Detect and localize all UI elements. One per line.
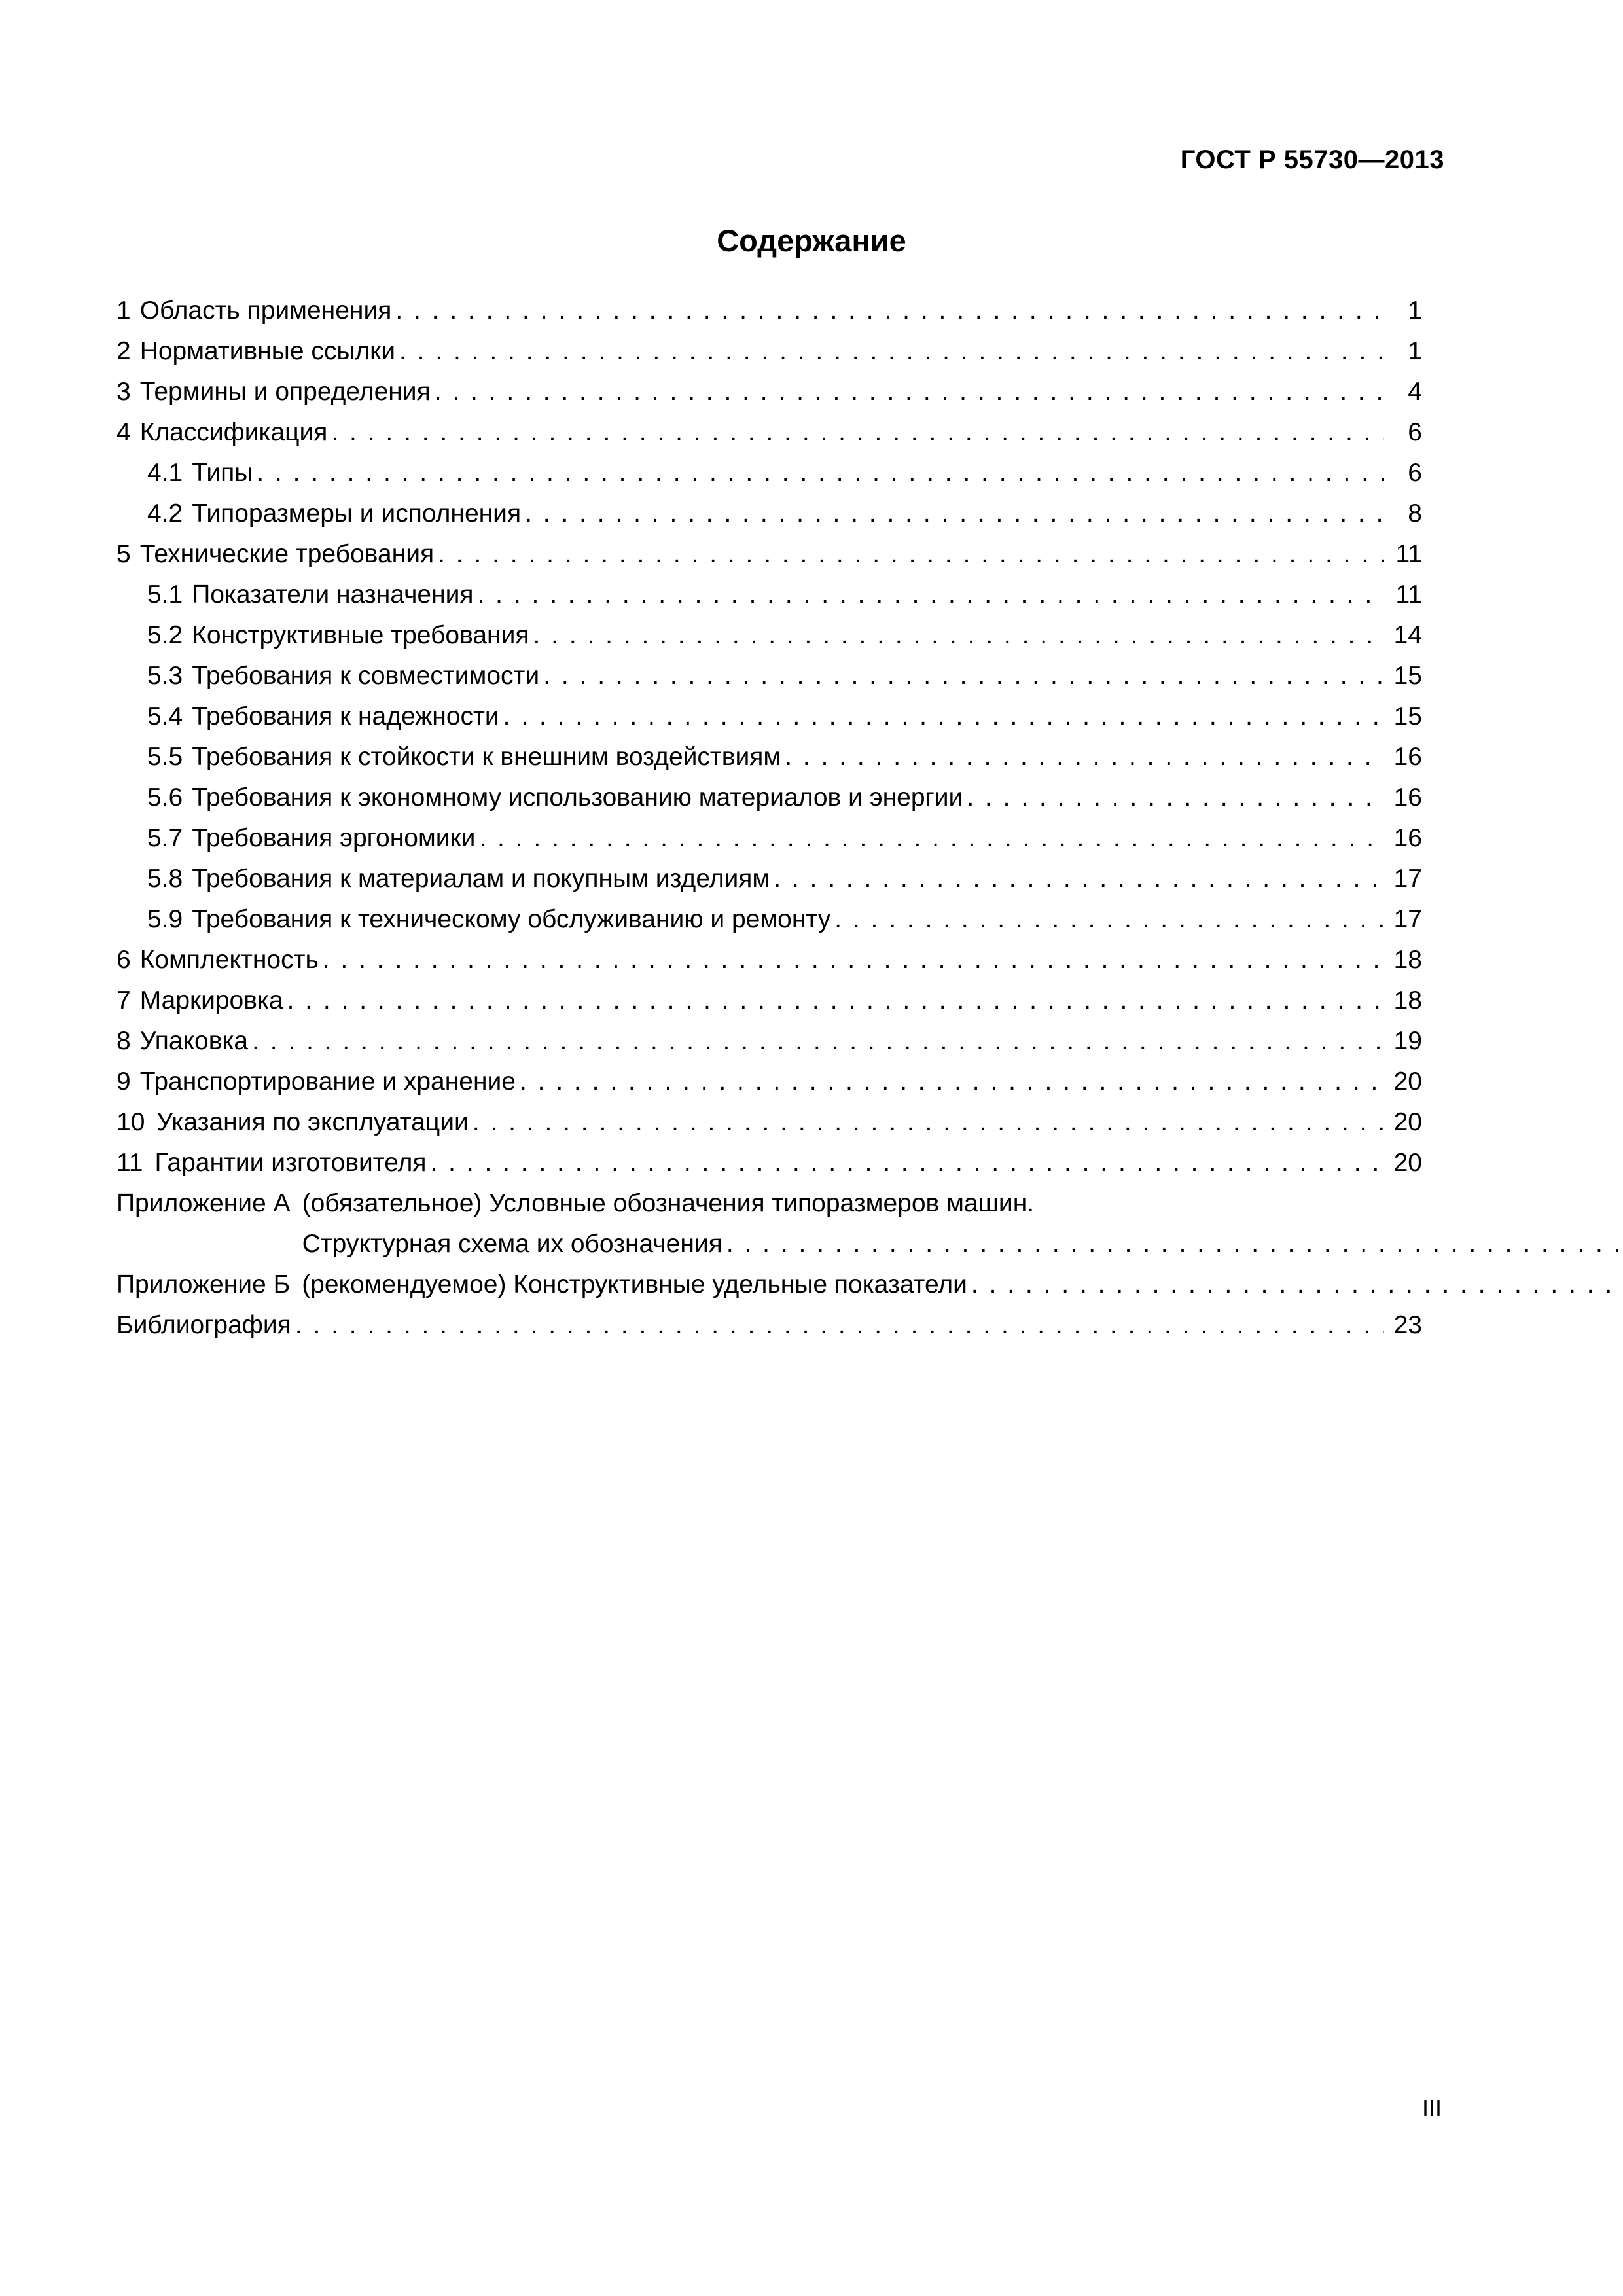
toc-appendix-a[interactable]	[116, 1183, 1422, 1265]
dot-leader	[520, 1062, 1384, 1102]
page-title: Содержание	[717, 223, 906, 258]
toc-subentry[interactable]	[116, 737, 1422, 778]
toc-entry-page: 14	[1393, 621, 1422, 649]
appendix-head: Приложение Б	[116, 1270, 291, 1299]
dot-leader	[503, 696, 1384, 737]
toc-entry-page: 1	[1408, 296, 1422, 325]
toc-entry-number: 8	[116, 1027, 131, 1055]
toc-entry-page: 17	[1393, 905, 1422, 933]
page-number: III	[1421, 2094, 1442, 2121]
toc-entry-label: Конструктивные требования	[192, 621, 529, 649]
toc-entry-label: Упаковка	[139, 1027, 249, 1055]
toc-entry-page: 20	[1393, 1067, 1422, 1096]
toc-entry-number: 5.9	[147, 905, 183, 933]
dot-leader	[834, 899, 1384, 940]
toc-entry-label: Требования к материалам и покупным изделиям	[192, 865, 770, 893]
toc-entry-number: 10	[116, 1108, 145, 1136]
dot-leader	[479, 818, 1384, 859]
toc-entry-label: Гарантии изготовителя	[154, 1149, 427, 1177]
toc-entry[interactable]	[116, 1143, 1422, 1183]
toc-entry-page: 6	[1408, 459, 1422, 487]
toc-entry-page: 15	[1393, 662, 1422, 690]
toc-entry-number: 4.1	[147, 459, 183, 487]
dot-leader	[543, 656, 1384, 696]
toc-entry[interactable]	[116, 412, 1422, 453]
dot-leader	[533, 615, 1384, 656]
toc-entry-number: 5.5	[147, 743, 183, 771]
toc-entry[interactable]	[116, 372, 1422, 412]
toc-entry[interactable]	[116, 1021, 1422, 1062]
toc-entry[interactable]	[116, 534, 1422, 575]
dot-leader	[435, 372, 1384, 412]
toc-entry-page: 15	[1393, 702, 1422, 730]
toc-entry-page: 4	[1408, 378, 1422, 406]
toc-entry-number: 5.1	[147, 581, 183, 609]
dot-leader	[785, 737, 1384, 778]
toc-entry-label: Требования к техническому обслуживанию и ремонту	[192, 905, 831, 933]
toc-subentry[interactable]	[116, 859, 1422, 899]
toc-subentry[interactable]	[116, 778, 1422, 818]
toc-entry-label: Термины и определения	[139, 378, 431, 406]
appendix-title: (рекомендуемое) Конструктивные удельные показатели	[302, 1270, 967, 1299]
toc-entry-label: Маркировка	[139, 986, 283, 1014]
toc-entry-page: 1	[1408, 337, 1422, 365]
toc-entry-label: Комплектность	[139, 946, 319, 974]
appendix-title-line1: (обязательное) Условные обозначения типоразмеров машин.	[302, 1189, 1035, 1217]
toc-entry-number: 4.2	[147, 499, 183, 528]
toc-entry-label: Библиография	[116, 1311, 291, 1339]
toc-entry-page: 11	[1395, 540, 1422, 568]
toc-entry-page: 17	[1393, 865, 1422, 893]
toc-entry-label: Типы	[192, 459, 253, 487]
toc-entry-number: 9	[116, 1067, 131, 1096]
toc-entry-number: 5	[116, 540, 131, 568]
table-of-contents	[116, 291, 1422, 1346]
toc-subentry[interactable]	[116, 656, 1422, 696]
toc-entry-number: 4	[116, 418, 131, 446]
dot-leader	[323, 940, 1384, 980]
dot-leader	[478, 575, 1384, 615]
toc-entry-number: 5.4	[147, 702, 183, 730]
dot-leader	[430, 1143, 1384, 1183]
toc-entry-page: 18	[1393, 986, 1422, 1014]
toc-entry-page: 8	[1408, 499, 1422, 528]
toc-entry-label: Требования к надежности	[192, 702, 499, 730]
dot-leader	[726, 1224, 1623, 1265]
dot-leader	[295, 1305, 1384, 1346]
toc-entry-page: 16	[1393, 783, 1422, 812]
dot-leader	[473, 1102, 1384, 1143]
appendix-title-line2: Структурная схема их обозначения	[302, 1230, 722, 1258]
dot-leader	[525, 493, 1384, 534]
toc-entry[interactable]	[116, 291, 1422, 331]
toc-entry-page: 6	[1408, 418, 1422, 446]
dot-leader	[399, 331, 1384, 372]
toc-entry-number: 5.3	[147, 662, 183, 690]
toc-entry-label: Классификация	[139, 418, 328, 446]
toc-entry-label: Требования эргономики	[192, 824, 476, 852]
toc-entry-number: 2	[116, 337, 131, 365]
toc-entry-label: Область применения	[139, 296, 392, 325]
dot-leader	[774, 859, 1384, 899]
toc-entry-page: 20	[1393, 1149, 1422, 1177]
toc-entry-label: Транспортирование и хранение	[139, 1067, 516, 1096]
toc-subentry[interactable]	[116, 696, 1422, 737]
document-code: ГОСТ Р 55730—2013	[1180, 145, 1444, 174]
toc-entry-number: 5.2	[147, 621, 183, 649]
toc-entry-number: 6	[116, 946, 131, 974]
toc-entry-page: 23	[1393, 1311, 1422, 1339]
toc-subentry[interactable]	[116, 818, 1422, 859]
toc-entry-number: 1	[116, 296, 131, 325]
dot-leader	[971, 1265, 1623, 1305]
toc-entry-label: Нормативные ссылки	[139, 337, 395, 365]
toc-entry-label: Показатели назначения	[192, 581, 474, 609]
dot-leader	[967, 778, 1384, 818]
dot-leader	[395, 291, 1384, 331]
toc-entry-page: 20	[1393, 1108, 1422, 1136]
toc-entry-label: Требования к экономному использованию материалов и энергии	[192, 783, 963, 812]
appendix-head: Приложение А	[116, 1189, 291, 1217]
toc-entry[interactable]	[116, 980, 1422, 1021]
toc-entry-number: 11	[116, 1149, 143, 1177]
toc-subentry[interactable]	[116, 493, 1422, 534]
toc-bibliography[interactable]	[116, 1305, 1422, 1346]
toc-entry-number: 5.6	[147, 783, 183, 812]
dot-leader	[331, 412, 1384, 453]
toc-entry-page: 16	[1393, 743, 1422, 771]
toc-entry-page: 18	[1393, 946, 1422, 974]
toc-entry[interactable]	[116, 331, 1422, 372]
toc-entry-page: 16	[1393, 824, 1422, 852]
toc-entry-number: 5.7	[147, 824, 183, 852]
toc-entry[interactable]	[116, 1102, 1422, 1143]
toc-entry-label: Указания по эксплуатации	[156, 1108, 469, 1136]
toc-entry-number: 7	[116, 986, 131, 1014]
dot-leader	[257, 453, 1384, 493]
toc-entry[interactable]	[116, 940, 1422, 980]
toc-entry[interactable]	[116, 1062, 1422, 1102]
dot-leader	[252, 1021, 1384, 1062]
toc-entry-label: Технические требования	[139, 540, 435, 568]
toc-appendix-b[interactable]	[116, 1265, 1422, 1305]
toc-entry-label: Типоразмеры и исполнения	[192, 499, 522, 528]
toc-entry-page: 19	[1393, 1027, 1422, 1055]
toc-entry-page: 11	[1395, 581, 1422, 609]
toc-subentry[interactable]	[116, 575, 1422, 615]
dot-leader	[287, 980, 1384, 1021]
toc-entry-label: Требования к стойкости к внешним воздействиям	[192, 743, 781, 771]
toc-entry-label: Требования к совместимости	[192, 662, 540, 690]
toc-entry-number: 5.8	[147, 865, 183, 893]
toc-entry-number: 3	[116, 378, 131, 406]
toc-subentry[interactable]	[116, 899, 1422, 940]
toc-subentry[interactable]	[116, 615, 1422, 656]
toc-subentry[interactable]	[116, 453, 1422, 493]
dot-leader	[438, 534, 1384, 575]
